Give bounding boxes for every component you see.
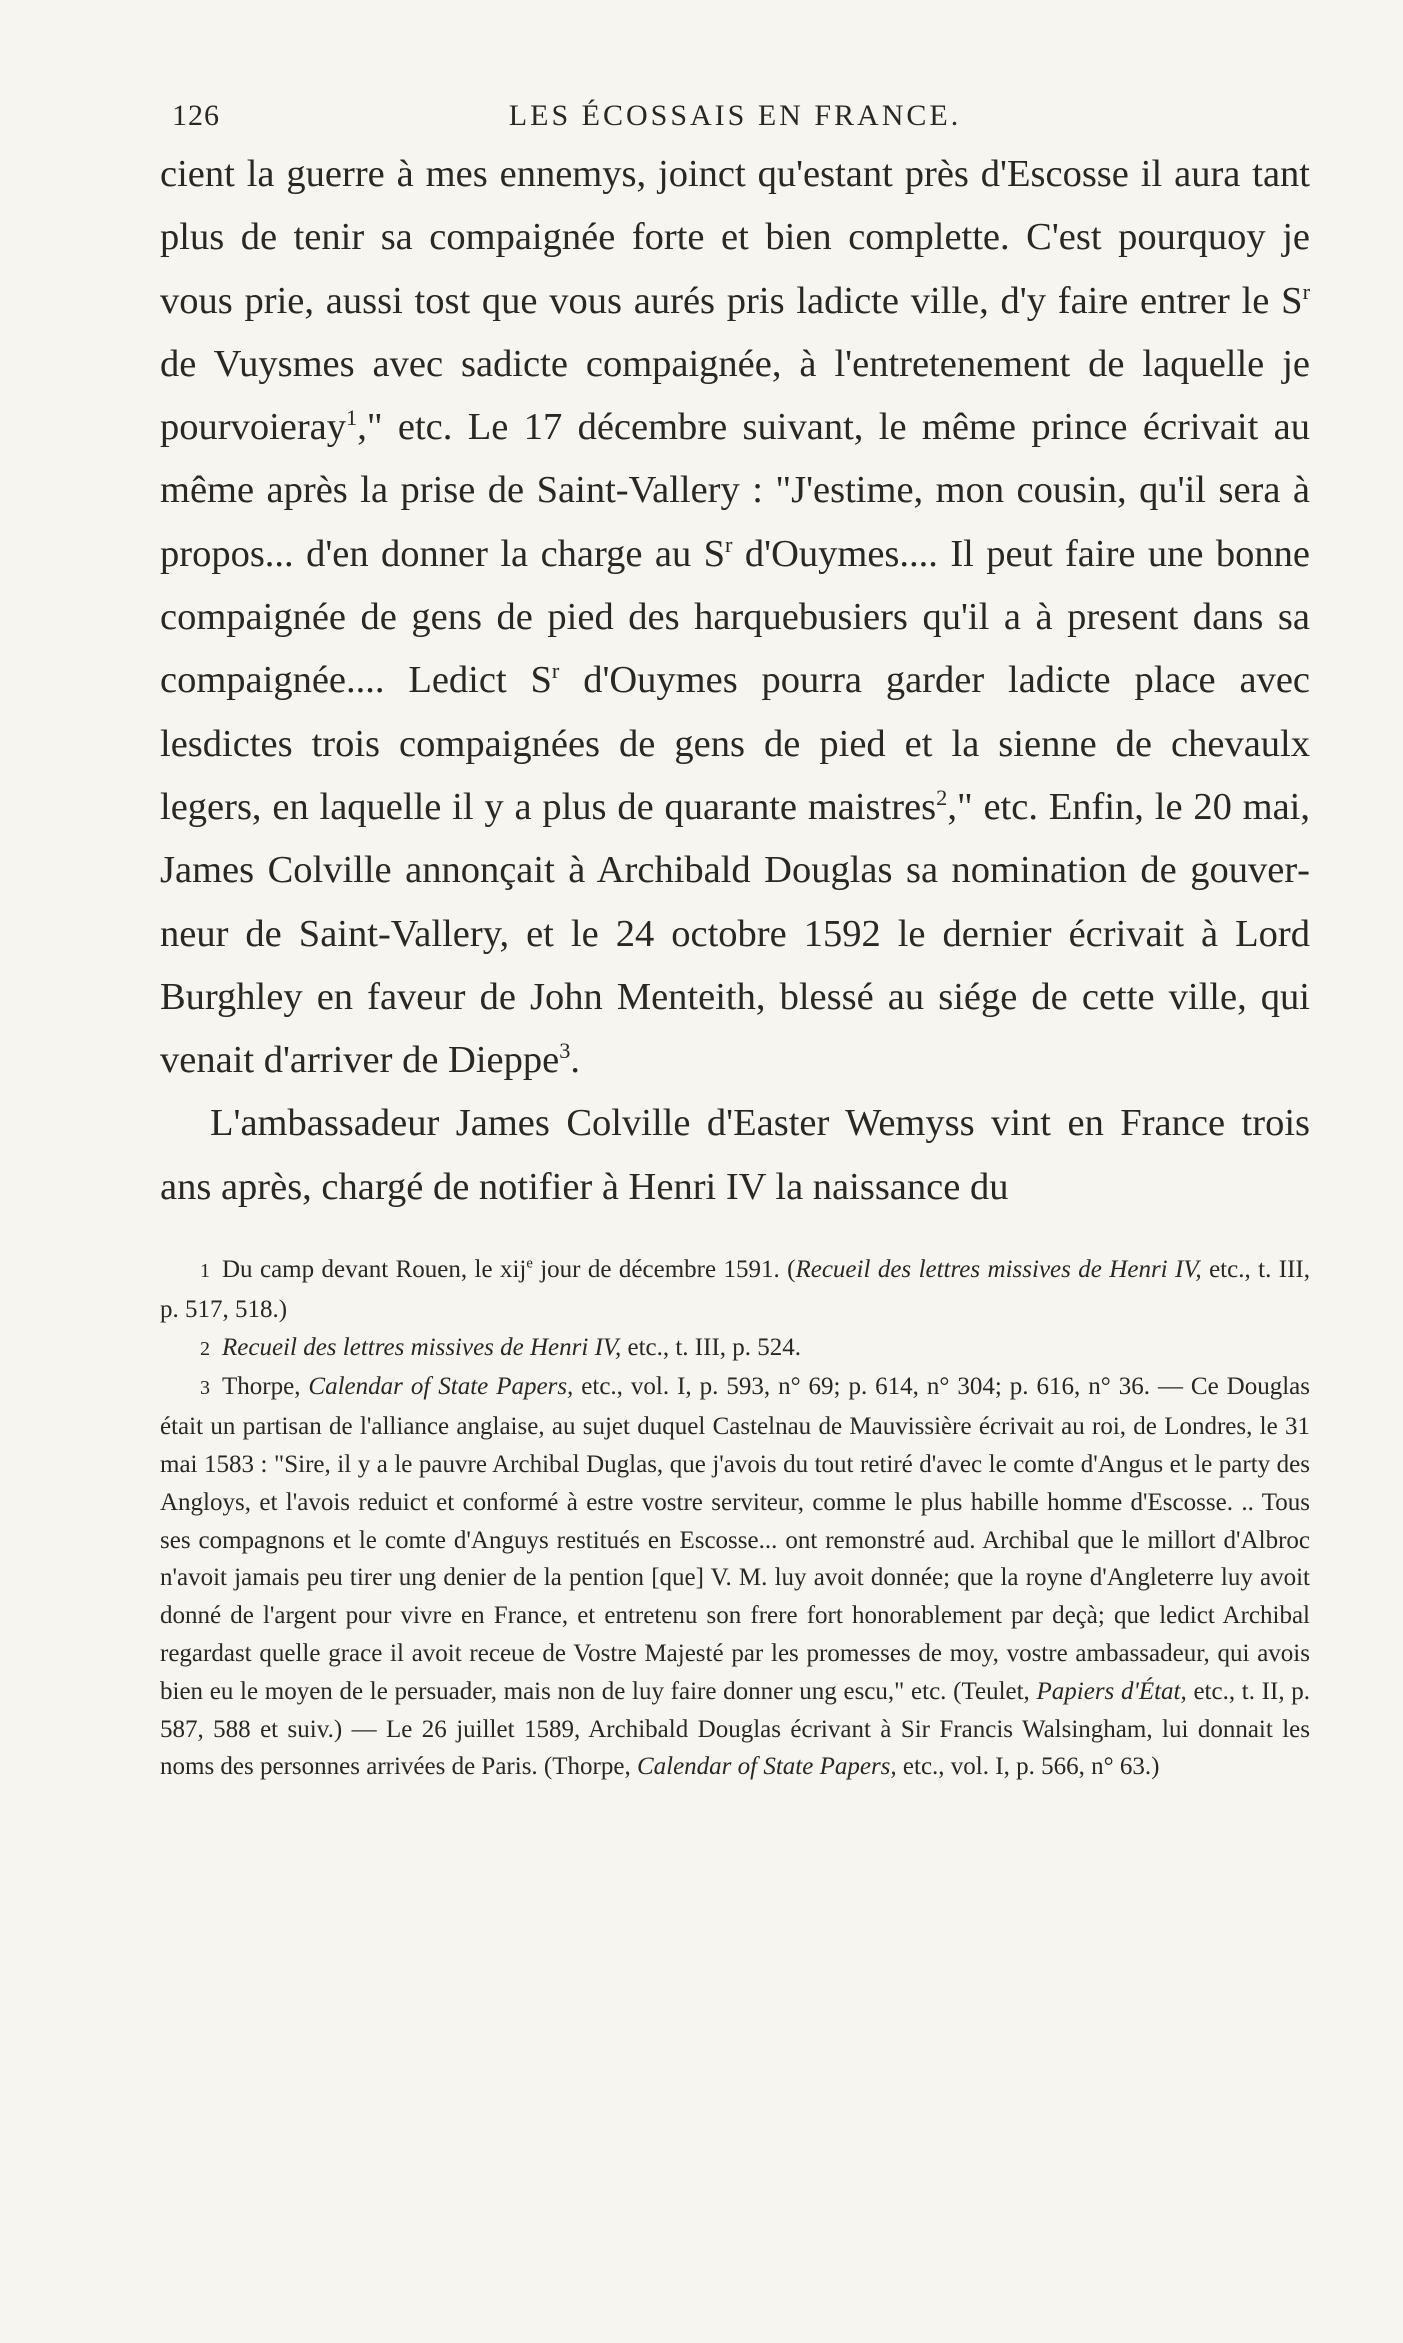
text-run: etc., vol. I, p. 593, n° 69; p. 614, n° 304; p. 616, n° 36. — Ce Douglas était un partisan de l'alliance anglaise, au sujet duquel Castelnau de Mauvissière écrivait au roi, de Londres, le 31 mai 1583 : "Sire, il y a le pauvre Archibal Duglas, que j'avois du tout retiré d'avec le comte d'Angus et le party des Angloys, et l'avois reduict et conformé à estre vostre serviteur, comme le plus habille homme d'Escosse. .. Tous ses compagnons et le comte d'Anguys restitués en Escosse... ont remonstré aud. Archibal que le millort d'Albroc n'avoit jamais peu tirer ung denier de la pention [que] V. M. luy avoit donnée; que la royne d'Angleterre luy avoit donné de l'argent pour vivre en France, et entretenu son frere fort honorablement par deçà; que ledict Archibal regardast quelle grace il avoit receue de Vostre Majesté par les promesses de moy, vostre ambassadeur, qui avois bien eu le moyen de le persuader, mais non de luy faire donner ung escu," etc. (Teulet,: [160, 1373, 1310, 1705]
superscript: e: [526, 1255, 533, 1272]
text-run: etc., t. II, p. 587, 588 et suiv.) — Le 26 juillet 1589, Archibald Douglas écrivant à Sir Francis Walsingham, lui donnait les noms des personnes arrivées de Paris. (Thorpe,: [160, 1677, 1311, 1781]
footnote-ref-2: 2: [936, 785, 948, 811]
citation-title: Papiers d'État,: [1036, 1677, 1187, 1705]
text-run: ," etc. Le 17 décembre suivant, le même prince écrivait au même après la prise de Saint-Vallery : "J'estime, mon cousin, qu'il sera à propos... d'en donner la charge au S: [160, 406, 1310, 575]
footnote-number: 2: [200, 1337, 210, 1360]
citation-title: Calendar of State Papers,: [636, 1753, 897, 1781]
superscript: r: [1302, 278, 1310, 304]
footnote-number: 1: [200, 1260, 210, 1283]
citation-title: Recueil des lettres missives de Henri IV,: [222, 1333, 622, 1361]
footnote-1: [160, 1251, 1310, 1329]
text-run: d'Ouymes pourra garder ladicte place avec lesdictes trois compaignées de gens de pied et la sienne de chevaulx legers, en laquelle il y a plus de quarante maistres: [160, 659, 1310, 828]
text-run: .: [570, 1039, 581, 1082]
text-run: etc., t. III, p. 517, 518.): [160, 1256, 1310, 1323]
text-run: jour de décembre 1591. (: [532, 1256, 796, 1284]
text-run: d'Ouymes.... Il peut faire une bonne compaignée de gens de pied des harquebusiers qu'il a à present dans sa compaignée.... Ledict S: [160, 532, 1310, 702]
text-run: etc., t. III, p. 524.: [621, 1333, 802, 1361]
footnote-ref-3: 3: [559, 1038, 571, 1064]
footnotes: [160, 1251, 1310, 1786]
superscript: r: [725, 531, 733, 557]
footnote-ref-1: 1: [346, 405, 358, 431]
text-run: de Vuysmes avec sadicte compaignée, à l'entretenement de laquelle je pourvoieray: [160, 342, 1310, 449]
running-title: LES ÉCOSSAIS EN FRANCE.: [508, 99, 962, 132]
running-head: [160, 95, 1310, 143]
citation-title: Calendar of State Papers,: [308, 1373, 574, 1401]
paragraph-2: L'ambassadeur James Colville d'Easter Wemyss vint en France trois ans après, chargé de notifier à Henri IV la naissance du: [160, 1102, 1310, 1208]
footnote-2: [160, 1329, 1310, 1369]
footnote-number: 3: [200, 1377, 210, 1400]
text-run: Thorpe,: [222, 1373, 309, 1401]
superscript: r: [551, 658, 560, 684]
footnote-3: [160, 1368, 1310, 1786]
page-number: 126: [172, 99, 220, 132]
paragraph-1: [160, 143, 1310, 1092]
text-run: ," etc. Enfin, le 20 mai, James Colville annonçait à Archibald Douglas sa nomination de gouverneur de Saint-Vallery, et le 24 octobre 1592 le dernier écrivait à Lord Burghley en faveur de John Menteith, blessé au siége de cette ville, qui venait d'arriver de Dieppe: [160, 785, 1311, 1082]
text-run: cient la guerre à mes ennemys, joinct qu'estant près d'Escosse il aura tant plus de tenir sa compaignée forte et bien complette. C'est pourquoy je vous prie, aussi tost que vous aurés pris ladicte ville, d'y faire entrer le S: [160, 153, 1310, 322]
citation-title: Recueil des lettres missives de Henri IV,: [795, 1256, 1202, 1284]
main-text: [160, 143, 1310, 1219]
text-run: etc., vol. I, p. 566, n° 63.): [896, 1753, 1160, 1781]
book-page: [160, 95, 1310, 1786]
text-run: Du camp devant Rouen, le xij: [222, 1256, 527, 1284]
